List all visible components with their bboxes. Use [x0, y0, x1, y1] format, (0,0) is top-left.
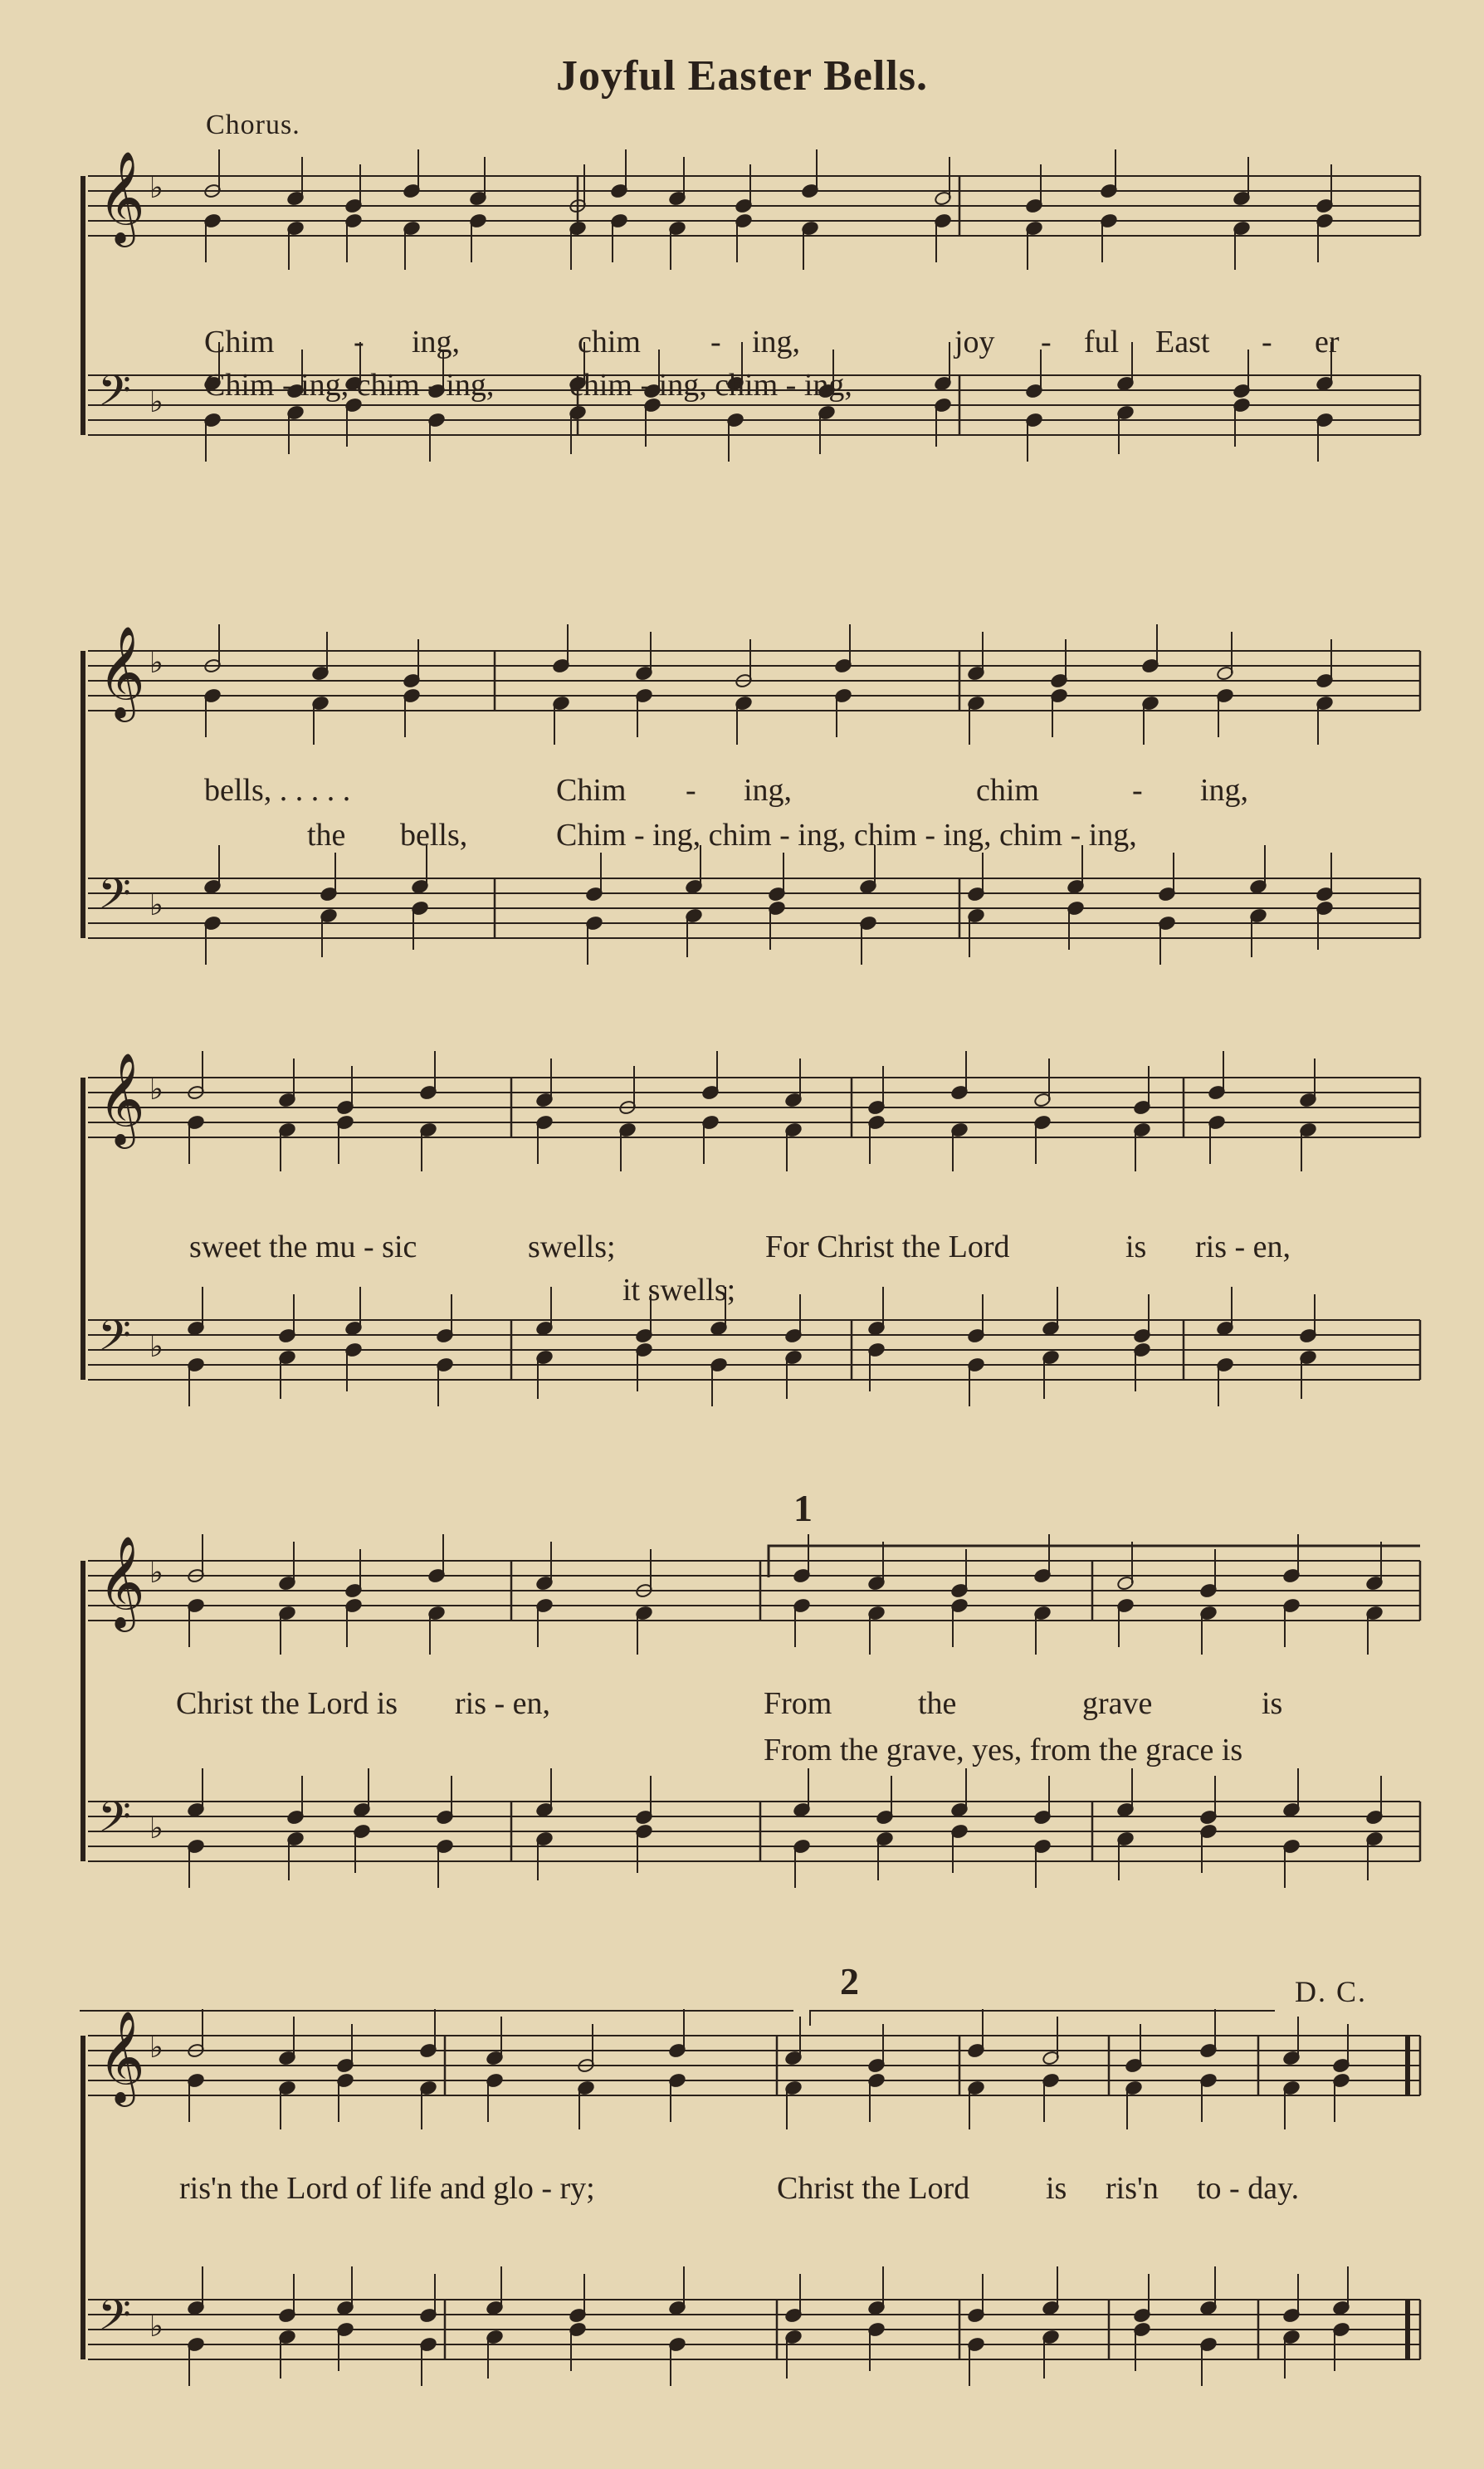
bass-staff: [88, 878, 1420, 938]
lyric-word: ris - en,: [1195, 1230, 1291, 1264]
treble-staff: [88, 651, 1420, 711]
lyric-word: From: [764, 1686, 832, 1721]
lyric-word: the: [307, 818, 346, 853]
flat-icon: ♭: [149, 888, 164, 922]
lyric-word: ing,: [412, 325, 461, 359]
bass-staff: [88, 1802, 1420, 1861]
treble-clef-icon: 𝄞: [98, 150, 145, 243]
treble-staff: [88, 176, 1420, 236]
lyric-word: swells;: [528, 1230, 616, 1264]
flat-icon: ♭: [149, 1330, 164, 1364]
music-system-4: [80, 1486, 1424, 1926]
lyric-word: -: [1041, 325, 1052, 359]
lyric-word: to - day.: [1197, 2171, 1300, 2206]
bass-clef-icon: 𝄢: [98, 2290, 131, 2350]
lyric-word: ris'n: [1106, 2171, 1159, 2206]
lyric-word: is: [1262, 1686, 1283, 1721]
lyric-word: Chim - ing, chim - ing,: [204, 368, 495, 403]
flat-icon: ♭: [149, 646, 164, 680]
lyric-word: -: [1262, 325, 1272, 359]
lyric-word: East: [1155, 325, 1210, 359]
treble-clef-icon: 𝄞: [98, 1052, 145, 1145]
lyric-word: ful: [1084, 325, 1120, 359]
flat-icon: ♭: [149, 385, 164, 419]
lyric-line-2: [80, 817, 1424, 855]
treble-clef-icon: 𝄞: [98, 1535, 145, 1628]
music-system-5: [80, 1959, 1424, 2408]
lyric-word: the: [918, 1686, 957, 1721]
lyric-line-1: [80, 772, 1424, 810]
lyric-word: ris - en,: [455, 1686, 551, 1721]
hymn-title: Joyful Easter Bells.: [555, 52, 929, 100]
lyric-word: ris'n the Lord of life and glo - ry;: [179, 2171, 595, 2206]
volta-1-number: 1: [793, 1487, 813, 1529]
lyric-word: ing,: [1200, 773, 1249, 808]
lyric-word: bells,: [400, 818, 468, 853]
bass-clef-icon: 𝄢: [98, 868, 131, 929]
lyric-word: joy: [954, 325, 995, 359]
lyric-line-1: [80, 2170, 1424, 2208]
lyric-word: Christ the Lord: [777, 2171, 970, 2206]
lyric-word: Chim: [556, 773, 627, 808]
volta-2-line: [810, 2011, 1275, 2026]
lyric-word: chim: [578, 325, 641, 359]
flat-icon: ♭: [149, 2031, 164, 2065]
lyric-word: ing,: [744, 773, 793, 808]
lyric-word: -: [710, 325, 721, 359]
flat-icon: ♭: [149, 1073, 164, 1107]
lyric-word: is: [1125, 1230, 1147, 1264]
lyric-word: -: [354, 325, 364, 359]
lyric-line-1: [80, 1685, 1424, 1723]
lyric-line-2: [80, 1732, 1424, 1770]
lyric-word: bells, . . . . .: [204, 773, 351, 808]
music-system-3: [80, 1029, 1424, 1428]
lyric-word: From the grave, yes, from the grace is: [764, 1733, 1243, 1767]
lyric-word: it swells;: [622, 1273, 736, 1308]
lyric-word: chim: [976, 773, 1039, 808]
lyric-word: ing,: [752, 325, 801, 359]
lyric-word: -: [686, 773, 696, 808]
music-system-2: [80, 614, 1424, 1005]
lyric-line-2: [80, 1272, 1424, 1310]
lyric-word: Chim - ing, chim - ing, chim - ing, chim - ing,: [556, 818, 1137, 853]
treble-clef-icon: 𝄞: [98, 625, 145, 718]
bass-clef-icon: 𝄢: [98, 365, 131, 426]
flat-icon: ♭: [149, 1811, 164, 1846]
lyric-word: Chim: [204, 325, 275, 359]
lyric-word: sweet the mu - sic: [189, 1230, 417, 1264]
lyric-line-1: [80, 324, 1424, 362]
flat-icon: ♭: [149, 2310, 164, 2344]
lyric-word: Christ the Lord is: [176, 1686, 398, 1721]
bass-clef-icon: 𝄢: [98, 1792, 131, 1852]
bass-clef-icon: 𝄢: [98, 1310, 131, 1371]
da-capo-label: D. C.: [1295, 1975, 1368, 2008]
flat-icon: ♭: [149, 1556, 164, 1590]
lyric-word: er: [1315, 325, 1340, 359]
lyric-word: grave: [1082, 1686, 1153, 1721]
flat-icon: ♭: [149, 171, 164, 205]
lyric-word: is: [1046, 2171, 1067, 2206]
lyric-word: chim - ing, chim - ing,: [569, 368, 852, 403]
lyric-word: -: [1132, 773, 1143, 808]
treble-clef-icon: 𝄞: [98, 2010, 145, 2103]
music-system-1: [80, 150, 1424, 548]
bass-staff: [88, 2300, 1420, 2359]
lyric-word: For Christ the Lord: [765, 1230, 1010, 1264]
volta-2-number: 2: [840, 1960, 859, 2002]
lyric-line-2: [80, 367, 1424, 405]
chorus-label: Chorus.: [206, 110, 300, 140]
lyric-line-1: [80, 1229, 1424, 1267]
